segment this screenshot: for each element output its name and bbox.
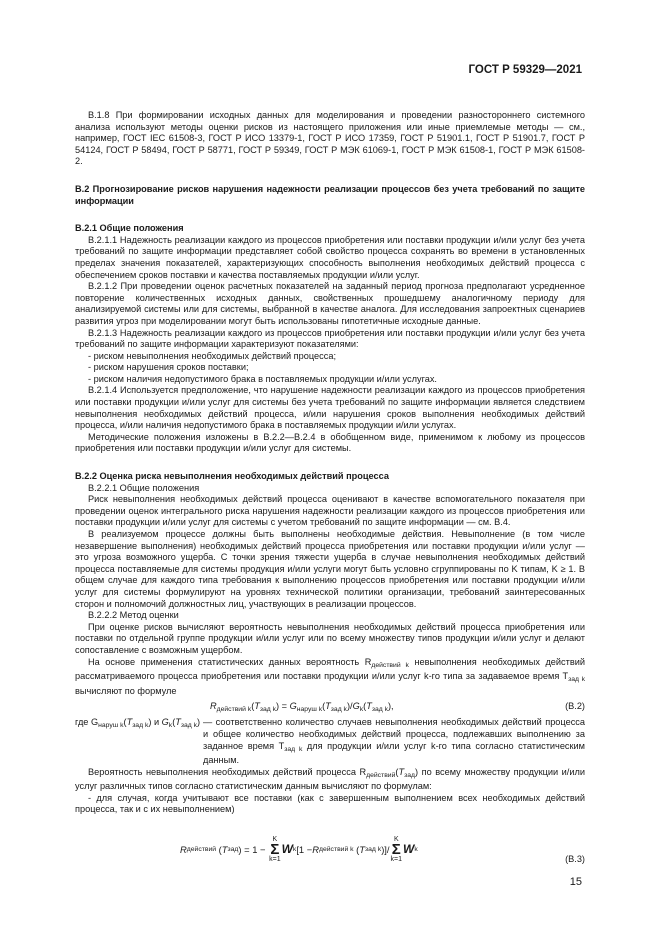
document-header: ГОСТ Р 59329—2021	[468, 64, 582, 76]
paragraph-b214: В.2.1.4 Используется предположение, что нарушение надежности реализации каждого из процессов приобретения или поставки продукции и/или услуг для системы без учета требований по защите информации является следствием невыполнения необходимых действий процесса, и/или нарушения сроков выполнения необходимых действий процесса, и/или наличия недопустимого брака в поставляемых продукции и/или услугах.	[75, 385, 585, 431]
paragraph-realization: В реализуемом процессе должны быть выполнены необходимые действия. Невыполнение (в том числе незавершение выполнения) необходимых действий процесса приобретения или поставки продукции и/или услуг — это угроза возможного ущерба. С точки зрения тяжести ущерба в случае невыполнения необходимых действий процесса поставляемые для системы продукция и/или услуги могут быть условно сгруппированы по K типам, K ≥ 1. В общем случае для каждого типа требования к выполнению процессов приобретения или поставки продукции и/или услуг для системы формулируют на уровнях технической политики организации, требований заинтересованных сторон и полномочий должностных лиц, участвующих в реализации процессов.	[75, 529, 585, 609]
page-number: 15	[569, 876, 582, 888]
paragraph-b18: В.1.8 При формировании исходных данных для моделирования и проведении разностороннего системного анализа используют методы оценки рисков из настоящего приложения или иные приемлемые методы — см., например, ГОСТ IEC 61508-3, ГОСТ Р ИСО 13379-1, ГОСТ Р ИСО 17359, ГОСТ Р 51901.1, ГОСТ Р 51901.7, ГОСТ Р 54124, ГОСТ Р 58494, ГОСТ Р 58771, ГОСТ Р 59349, ГОСТ Р МЭК 61069-1, ГОСТ Р МЭК 61508-1, ГОСТ Р МЭК 61508-2.	[75, 110, 585, 167]
formula-b3-number: (В.3)	[565, 854, 585, 865]
sum-symbol: K Σ k=1	[390, 836, 403, 864]
section-heading-b2: В.2 Прогнозирование рисков нарушения надежности реализации процессов без учета требований по защите информации	[75, 183, 585, 206]
paragraph-probability: Вероятность невыполнения необходимых действий процесса $R_{действий}(T_{зад})$ по всему множеству продукции и/или услуг различных типов согласно статистическим данным вычисляют по формулам:	[75, 766, 585, 792]
sum-symbol: K Σ k=1	[269, 836, 281, 864]
formula-b2-legend	[75, 717, 585, 766]
formula-b3	[75, 830, 585, 874]
paragraph-b213: В.2.1.3 Надежность реализации каждого из процессов приобретения или поставки продукции и/или услуг без учета требований по защите информации характеризуют показателями:	[75, 327, 585, 350]
formula-b2-number: (В.2)	[565, 701, 585, 712]
paragraph-b211: В.2.1.1 Надежность реализации каждого из процессов приобретения или поставки продукции и/или услуг без учета требований по защите информации представляет собой свойство процесса сохранять во времени в установленных пределах значения показателей, характеризующих способность выполнения необходимых действий процесса с обеспечением сроков поставки и качества поставляемых продукции и/или услуг.	[75, 234, 585, 280]
paragraph-b222: В.2.2.2 Метод оценки	[88, 610, 179, 621]
paragraph-statistics: На основе применения статистических данных вероятность $R_{действий k}$ невыполнения необходимых действий рассматриваемого процесса приобретения или поставки продукции и/или услуг k-го типа за задаваемое время $T_{зад k}$ вычисляют по формуле	[75, 656, 585, 696]
paragraph-risk: Риск невыполнения необходимых действий процесса оценивают в качестве вспомогательного показателя при проведении оценок интегрального риска нарушения надежности реализации каждого из процессов приобретения или поставки продукции и/или услуг для системы с учетом требований по защите информации — см. В.4.	[75, 494, 585, 528]
formula-b2-expression: $R_{действий k}(T_{зад k}) = G_{наруш k}(T_{зад k})/G_k(T_{зад k})$,	[210, 701, 394, 714]
document-body	[75, 110, 585, 874]
subsection-heading-b21: В.2.1 Общие положения	[75, 223, 184, 234]
paragraph-case: - для случая, когда учитывают все поставки (как с завершенным выполнением всех необходимых действий процесса, так и с их невыполнением)	[75, 792, 585, 815]
subsection-heading-b22: В.2.2 Оценка риска невыполнения необходимых действий процесса	[75, 471, 389, 482]
formula-b2	[75, 699, 585, 715]
legend-symbols: где $G_{наруш k}(T_{зад k})$ и $G_k(T_{зад k})$	[75, 717, 201, 730]
list-item: - риском невыполнения необходимых действий процесса;	[88, 350, 336, 361]
paragraph-b221: В.2.2.1 Общие положения	[88, 482, 200, 493]
legend-description: — соответственно количество случаев невыполнения необходимых действий процесса и общее количество необходимых действий процесса, подлежавших выполнению за заданное время $T_{зад k}$ для продукции и/или услуг k-го типа согласно статистическим данным.	[203, 717, 585, 766]
paragraph-calc: При оценке рисков вычисляют вероятность невыполнения необходимых действий процесса приобретения или поставки по отдельной группе продукции и/или услуг или по всему множеству типов продукции и/или услуг и делают сопоставление с возможным ущербом.	[75, 621, 585, 655]
formula-b3-expression: R действий ( T зад ) = 1 − K Σ k=1 W k [1 − R действий k ( T зад k )]/ K Σ k=1 W k	[180, 836, 418, 864]
paragraph-method: Методические положения изложены в В.2.2—В.2.4 в обобщенном виде, применимом к любому из процессов приобретения или поставки продукции и/или услуг для системы.	[75, 431, 585, 454]
list-item: - риском нарушения сроков поставки;	[88, 362, 249, 373]
list-item: - риском наличия недопустимого брака в поставляемых продукции и/или услугах.	[88, 373, 437, 384]
paragraph-b212: В.2.1.2 При проведении оценок расчетных показателей на заданный период прогноза предполагают усредненное повторение количественных исходных данных, свойственных прошедшему аналогичному периоду для анализируемой системы или для системы, выбранной в качестве аналога. Для исследования запроектных сценариев развития угроз при моделировании могут быть использованы гипотетичные исходные данные.	[75, 281, 585, 326]
